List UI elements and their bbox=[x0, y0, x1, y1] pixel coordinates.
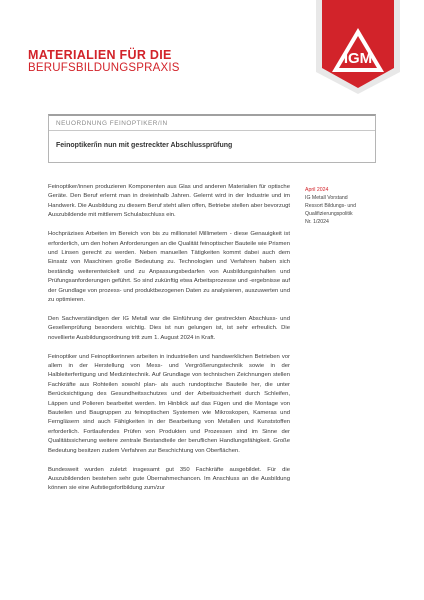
brand-line-2: BERUFSBILDUNGSPRAXIS bbox=[28, 62, 180, 74]
igm-logo-text: IGM bbox=[343, 50, 373, 67]
category-label: NEUORDNUNG FEINOPTIKER/IN bbox=[56, 120, 168, 127]
sidebar-meta bbox=[305, 186, 405, 226]
publisher: IG Metall Vorstand bbox=[305, 195, 348, 202]
igm-logo bbox=[312, 0, 404, 95]
brand-line-1: MATERIALIEN FÜR DIE bbox=[28, 48, 172, 62]
main-body bbox=[48, 183, 290, 503]
header-box bbox=[48, 114, 376, 163]
paragraph-4: Feinoptiker und Feinoptikerinnen arbeiten in industriellen und handwerklichen Betrieben vor allem in der Herstellung von Mess- und Vergrößerungstechnik sowie in der Halbleiterfertigung und Medizintechnik. Auf Grundlage von technischen Zeichnungen stellen Fachkräfte aus Rohteilen sowohl plan- als auch rundoptische Bauteile her, die unter Berücksichtigung des Gesundheitsschutzes und der Arbeitssicherheit durch Schleifen, Läppen und Polieren bearbeitet werden. Im Hinblick auf das Fügen und die Montage von Bauteilen und Baugruppen zu feinoptischen Systemen wie Mikroskopen, Kameras und Ferngläsern sind auch Fähigkeiten in der Bearbeitung von Metallen und Kunststoffen erforderlich. Fortlaufendes Prüfen von Produkten und Prozessen sind im Sinne der Qualitätssicherung weitere zentrale Bestandteile der beruflichen Handlungsfähigkeit. Große Bedeutung besitzen zudem Verfahren zur Beschichtung von Oberflächen. bbox=[48, 353, 290, 454]
igm-logo-graphic bbox=[312, 0, 404, 95]
paragraph-1: Feinoptiker/innen produzieren Komponenten aus Glas und anderen Materialien für optische Geräte. Den Beruf erlernt man in dreieinhalb Jahren. Gelernt wird in der Industrie und im Handwerk. Die Ausbildung zu diesem Beruf steht allen offen, Betriebe stellen aber bevorzugt Auszubildende mit mittlerem Schulabschluss ein. bbox=[48, 184, 290, 219]
document-title: Feinoptiker/in nun mit gestreckter Abschlussprüfung bbox=[56, 142, 233, 149]
publication-date: April 2024 bbox=[305, 187, 329, 193]
paragraph-5: Bundesweit wurden zuletzt insgesamt gut 350 Fachkräfte ausgebildet. Für die Auszubildenden bestehen sehr gute Übernahmechancen. Im Anschluss an die Ausbildung können sie eine Aufstiegsfortbildung zum/zur bbox=[48, 466, 290, 492]
issue-number: Nr. 1/2024 bbox=[305, 219, 329, 226]
department: Ressort Bildungs- und bbox=[305, 203, 357, 210]
header-divider bbox=[49, 130, 375, 131]
paragraph-3: Den Sachverständigen der IG Metall war die Einführung der gestreckten Abschluss- und Gesellenprüfung besonders wichtig. Dies ist nun gelungen ist, ist sehr erfreulich. Die novellierte Ausbildungsordnung tritt zum 1. August 2024 in Kraft. bbox=[48, 315, 290, 341]
department-line-2: Qualifizierungspolitik bbox=[305, 211, 353, 218]
paragraph-2: Hochpräzises Arbeiten im Bereich von bis zu millionstel Millimetern - diese Genauigkeit ist erforderlich, um den hohen Anforderungen an die Qualität feinoptischer Bauteile wie Prismen und Linsen gerecht zu werden. Neben manuellen Tätigkeiten kommt dabei auch dem Einsatz von Maschinen große Bedeutung zu. Technologien und Verfahren haben sich beständig weiterentwickelt und zu Anpassungsbedarfen von Ausbildungsinhalten und Prüfungsanforderungen geführt. So sind zukünftig etwa Arbeitsprozesse und -ergebnisse auf der Grundlage von prozess- und produktbezogenen Daten zu analysieren, auszuwerten und zu optimieren. bbox=[48, 231, 290, 303]
brand-title bbox=[28, 49, 180, 75]
